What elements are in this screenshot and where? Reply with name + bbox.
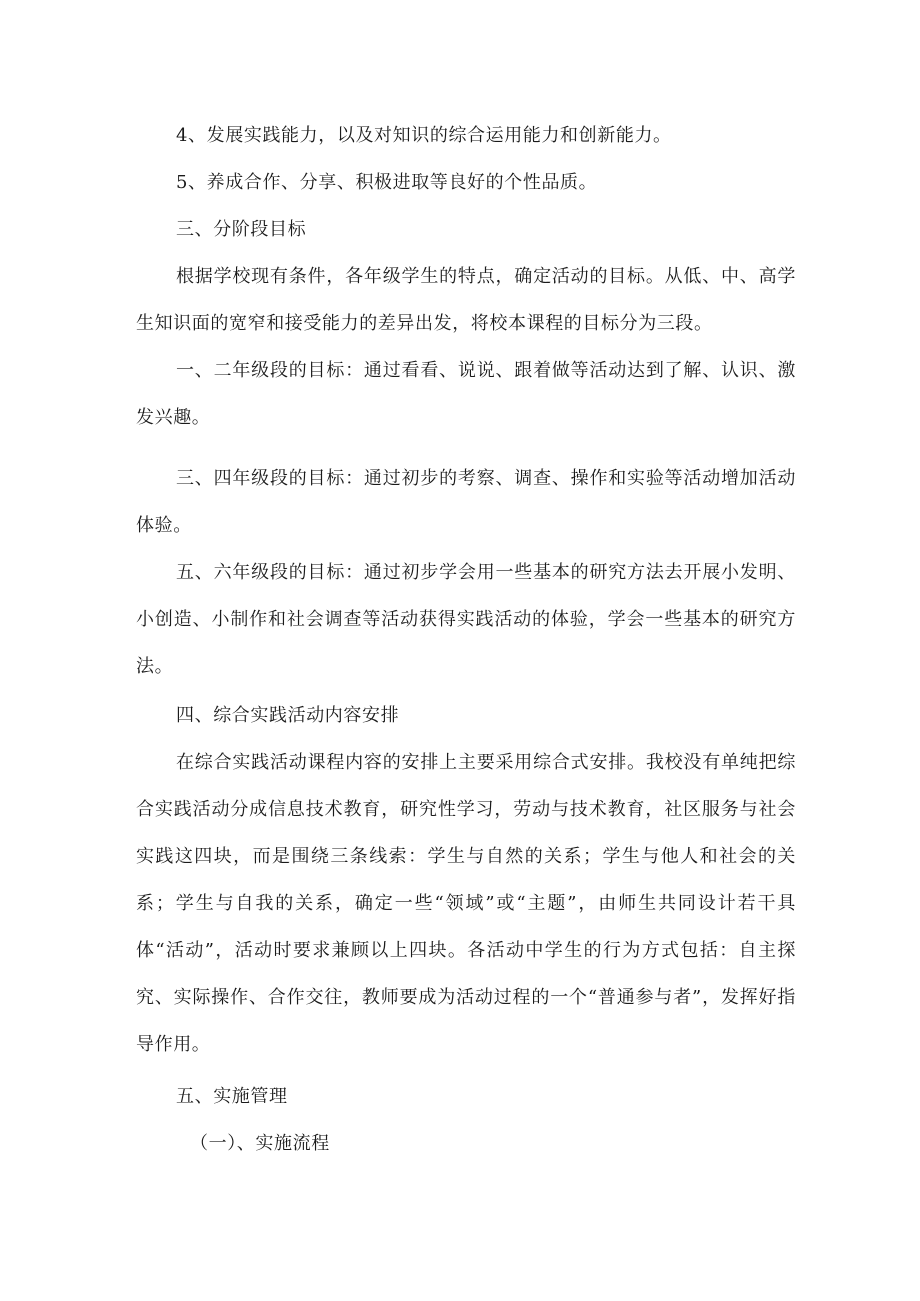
goal-item-4: 4、发展实践能力，以及对知识的综合运用能力和创新能力。 <box>176 125 672 146</box>
section-heading-content-arrangement: 四、综合实践活动内容安排 <box>176 705 400 726</box>
grade-3-4-goal-paragraph: 三、四年级段的目标：通过初步的考察、调查、操作和实验等活动增加活动体验。 <box>136 468 796 536</box>
section-heading-implementation: 五、实施管理 <box>176 1086 288 1107</box>
grade-5-6-goal-paragraph: 五、六年级段的目标：通过初步学会用一些基本的研究方法去开展小发明、小创造、小制作和社会调查等活动获得实践活动的体验，学会一些基本的研究方法。 <box>136 562 796 677</box>
stage-goals-intro-paragraph: 根据学校现有条件，各年级学生的特点，确定活动的目标。从低、中、高学生知识面的宽窄和接受能力的差异出发，将校本课程的目标分为三段。 <box>136 266 796 334</box>
content-arrangement-paragraph: 在综合实践活动课程内容的安排上主要采用综合式安排。我校没有单纯把综合实践活动分成信息技术教育，研究性学习，劳动与技术教育，社区服务与社会实践这四块，而是围绕三条线索：学生与自然的关系；学生与他人和社会的关系；学生与自我的关系，确定一些“领域”或“主题”，由师生共同设计若干具体“活动”，活动时要求兼顾以上四块。各活动中学生的行为方式包括：自主探究、实际操作、合作交往，教师要成为活动过程的一个“普通参与者”，发挥好指导作用。 <box>136 752 796 1055</box>
section-heading-stage-goals: 三、分阶段目标 <box>176 219 307 240</box>
subsection-heading-process: （一）、实施流程 <box>190 1133 330 1154</box>
grade-1-2-goal-paragraph: 一、二年级段的目标：通过看看、说说、跟着做等活动达到了解、认识、激发兴趣。 <box>136 360 796 428</box>
goal-item-5: 5、养成合作、分享、积极进取等良好的个性品质。 <box>176 172 598 193</box>
